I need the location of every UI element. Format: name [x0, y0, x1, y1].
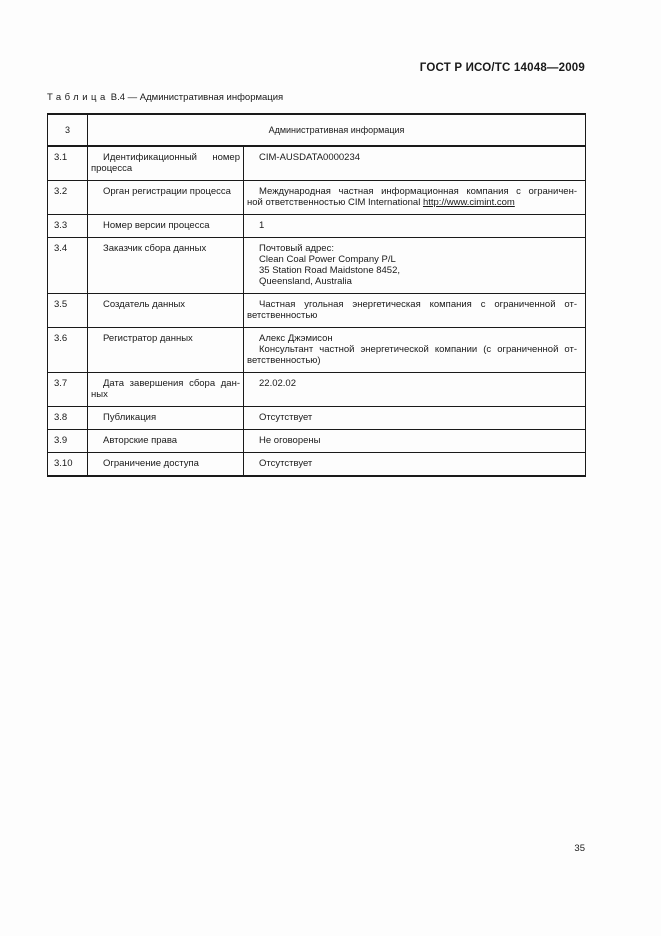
text-segment: Авторские права — [103, 435, 178, 446]
row-value-line — [247, 435, 577, 446]
table-header-row — [48, 114, 586, 146]
row-value-line — [247, 197, 577, 208]
text-segment: 22.02.02 — [259, 378, 296, 389]
row-value-line — [247, 378, 577, 389]
row-label-line — [91, 299, 240, 310]
row-label-cell — [88, 453, 244, 477]
row-value-line — [247, 265, 577, 276]
row-label-line — [91, 243, 240, 254]
row-label-cell — [88, 294, 244, 328]
cimint-url-link[interactable]: http://www.cimint.com — [422, 197, 515, 208]
row-label-cell — [88, 430, 244, 453]
text-segment: Публикация — [103, 412, 157, 423]
text-segment: 35 Station Road Maidstone 8452, — [259, 265, 401, 276]
row-number-cell: 3.9 — [48, 430, 88, 453]
row-label-cell — [88, 328, 244, 373]
row-value-line — [247, 310, 577, 321]
table-caption — [47, 92, 283, 103]
text-segment: Заказчик сбора данных — [103, 243, 207, 254]
table-row — [48, 407, 586, 430]
text-segment: Международная частная информационная компания с ограничен- — [259, 186, 577, 197]
row-label-cell — [88, 215, 244, 238]
text-segment: Орган регистрации процесса — [103, 186, 231, 197]
row-label-line — [91, 163, 240, 174]
row-value-line — [247, 333, 577, 344]
row-value-line — [247, 299, 577, 310]
row-value-cell — [244, 238, 586, 294]
row-value-cell — [244, 453, 586, 477]
table-row — [48, 181, 586, 215]
row-label-line — [91, 333, 240, 344]
text-segment: Отсутствует — [259, 458, 313, 469]
page-number: 35 — [574, 843, 585, 854]
table-row — [48, 373, 586, 407]
table-row — [48, 294, 586, 328]
row-number-cell: 3.2 — [48, 181, 88, 215]
text-segment: ветственностью) — [247, 355, 321, 366]
table-row — [48, 328, 586, 373]
row-value-line — [247, 355, 577, 366]
table-row — [48, 238, 586, 294]
text-segment: ной ответственностью CIM International — [247, 197, 423, 208]
row-value-cell — [244, 373, 586, 407]
header-cell-section-number: 3 — [48, 114, 88, 146]
text-segment: Консультант частной энергетической компании (с ограниченной от- — [259, 344, 577, 355]
row-number-cell: 3.10 — [48, 453, 88, 477]
text-segment: Идентификационный номер — [103, 152, 240, 163]
row-label-line — [91, 220, 240, 231]
admin-info-table — [47, 113, 586, 477]
row-value-cell — [244, 407, 586, 430]
row-number-cell: 3.3 — [48, 215, 88, 238]
table-row — [48, 146, 586, 181]
row-value-cell — [244, 146, 586, 181]
row-value-line — [247, 186, 577, 197]
row-value-cell — [244, 328, 586, 373]
row-value-line — [247, 276, 577, 287]
text-segment: Создатель данных — [103, 299, 186, 310]
row-value-line — [247, 344, 577, 355]
text-segment: Регистратор данных — [103, 333, 193, 344]
text-segment: Алекс Джэмисон — [259, 333, 333, 344]
table-row — [48, 453, 586, 477]
row-value-cell — [244, 215, 586, 238]
row-label-line — [91, 186, 240, 197]
row-label-cell — [88, 181, 244, 215]
row-label-line — [91, 152, 240, 163]
row-label-cell — [88, 146, 244, 181]
document-code-header: ГОСТ Р ИСО/ТС 14048—2009 — [419, 62, 585, 74]
text-segment: Ограничение доступа — [103, 458, 199, 469]
row-value-line — [247, 458, 577, 469]
row-label-cell — [88, 407, 244, 430]
row-label-line — [91, 458, 240, 469]
table-row — [48, 430, 586, 453]
row-number-cell: 3.4 — [48, 238, 88, 294]
row-number-cell: 3.1 — [48, 146, 88, 181]
text-segment: CIM-AUSDATA0000234 — [259, 152, 361, 163]
text-segment: Clean Coal Power Company P/L — [259, 254, 396, 265]
row-label-cell — [88, 238, 244, 294]
text-segment: 1 — [259, 220, 265, 231]
row-number-cell: 3.8 — [48, 407, 88, 430]
text-segment: процесса — [91, 163, 133, 174]
row-value-line — [247, 152, 577, 163]
row-value-line — [247, 412, 577, 423]
row-label-line — [91, 412, 240, 423]
row-label-line — [91, 378, 240, 389]
header-cell-title: Административная информация — [88, 114, 586, 146]
table-row — [48, 215, 586, 238]
row-value-line — [247, 243, 577, 254]
text-segment: Отсутствует — [259, 412, 313, 423]
table-caption-word: Таблица — [47, 92, 109, 103]
row-value-line — [247, 254, 577, 265]
row-value-cell — [244, 430, 586, 453]
text-segment: Почтовый адрес: — [259, 243, 334, 254]
text-segment: ветственностью — [247, 310, 318, 321]
text-segment: Дата завершения сбора дан- — [103, 378, 240, 389]
row-number-cell: 3.7 — [48, 373, 88, 407]
row-value-cell — [244, 181, 586, 215]
table-caption-text: В.4 — Административная информация — [110, 92, 284, 103]
row-label-line — [91, 435, 240, 446]
row-value-cell — [244, 294, 586, 328]
text-segment: Не оговорены — [259, 435, 321, 446]
text-segment: Номер версии процесса — [103, 220, 210, 231]
row-number-cell: 3.6 — [48, 328, 88, 373]
row-value-line — [247, 220, 577, 231]
text-segment: Queensland, Australia — [259, 276, 352, 287]
text-segment: Частная угольная энергетическая компания с ограниченной от- — [259, 299, 577, 310]
row-label-line — [91, 389, 240, 400]
row-label-cell — [88, 373, 244, 407]
text-segment: ных — [91, 389, 108, 400]
row-number-cell: 3.5 — [48, 294, 88, 328]
